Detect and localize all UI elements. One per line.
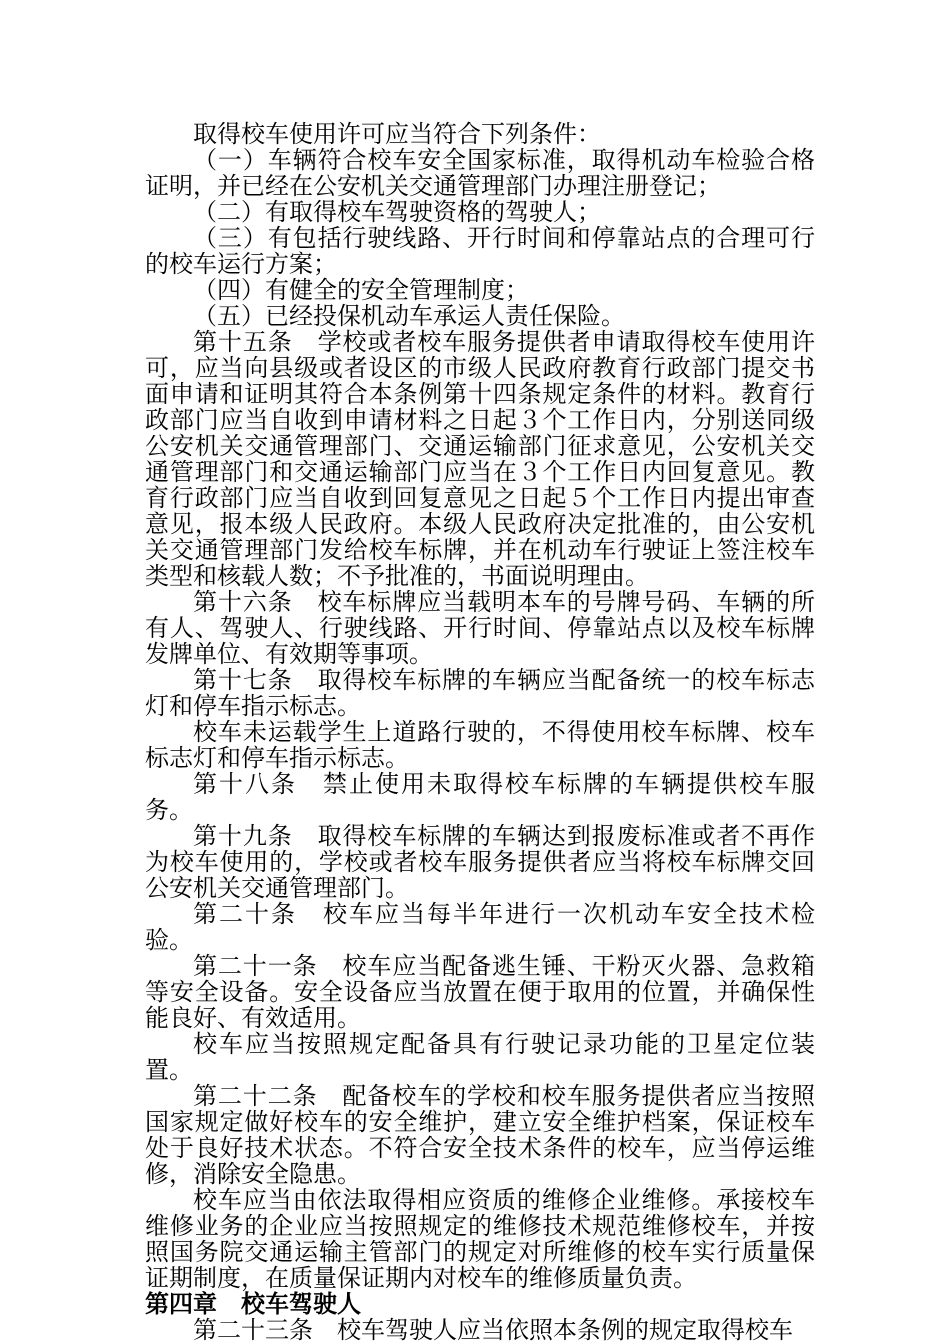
paragraph: 第十八条 禁止使用未取得校车标牌的车辆提供校车服务。 xyxy=(145,770,815,824)
paragraph: 第二十条 校车应当每半年进行一次机动车安全技术检验。 xyxy=(145,900,815,954)
paragraph: 第十五条 学校或者校车服务提供者申请取得校车使用许可，应当向县级或者设区的市级人民政府教育行政部门提交书面申请和证明其符合本条例第十四条规定条件的材料。教育行政部门应当自收到申请材料之日起３个工作日内，分别送同级公安机关交通管理部门、交通运输部门征求意见，公安机关交通管理部门和交通运输部门应当在３个工作日内回复意见。教育行政部门应当自收到回复意见之日起５个工作日内提出审查意见，报本级人民政府。本级人民政府决定批准的，由公安机关交通管理部门发给校车标牌，并在机动车行驶证上签注校车类型和核载人数；不予批准的，书面说明理由。 xyxy=(145,328,815,590)
paragraph: 第十七条 取得校车标牌的车辆应当配备统一的校车标志灯和停车指示标志。 xyxy=(145,666,815,720)
paragraph: （一）车辆符合校车安全国家标准，取得机动车检验合格证明，并已经在公安机关交通管理部门办理注册登记； xyxy=(145,146,815,200)
paragraph: 第二十三条 校车驾驶人应当依照本条例的规定取得校车 xyxy=(193,1316,793,1344)
paragraph: 校车应当由依法取得相应资质的维修企业维修。承接校车维修业务的企业应当按照规定的维修技术规范维修校车，并按照国务院交通运输主管部门的规定对所维修的校车实行质量保证期制度，在质量保证期内对校车的维修质量负责。 xyxy=(145,1186,815,1292)
paragraph: 第十九条 取得校车标牌的车辆达到报废标准或者不再作为校车使用的，学校或者校车服务提供者应当将校车标牌交回公安机关交通管理部门。 xyxy=(145,822,815,902)
paragraph: （四）有健全的安全管理制度； xyxy=(193,276,529,304)
paragraph: 校车应当按照规定配备具有行驶记录功能的卫星定位装置。 xyxy=(145,1030,815,1084)
paragraph: （三）有包括行驶线路、开行时间和停靠站点的合理可行的校车运行方案； xyxy=(145,224,815,278)
paragraph: 取得校车使用许可应当符合下列条件： xyxy=(193,120,601,148)
paragraph: 校车未运载学生上道路行驶的，不得使用校车标牌、校车标志灯和停车指示标志。 xyxy=(145,718,815,772)
paragraph: 第二十二条 配备校车的学校和校车服务提供者应当按照国家规定做好校车的安全维护，建立安全维护档案，保证校车处于良好技术状态。不符合安全技术条件的校车，应当停运维修，消除安全隐患。 xyxy=(145,1082,815,1188)
chapter-heading: 第四章 校车驾驶人 xyxy=(145,1290,361,1318)
paragraph: 第二十一条 校车应当配备逃生锤、干粉灭火器、急救箱等安全设备。安全设备应当放置在便于取用的位置，并确保性能良好、有效适用。 xyxy=(145,952,815,1032)
document-body xyxy=(145,121,815,1343)
paragraph: （五）已经投保机动车承运人责任保险。 xyxy=(193,302,625,330)
paragraph: （二）有取得校车驾驶资格的驾驶人； xyxy=(193,198,601,226)
paragraph: 第十六条 校车标牌应当载明本车的号牌号码、车辆的所有人、驾驶人、行驶线路、开行时间、停靠站点以及校车标牌发牌单位、有效期等事项。 xyxy=(145,588,815,668)
